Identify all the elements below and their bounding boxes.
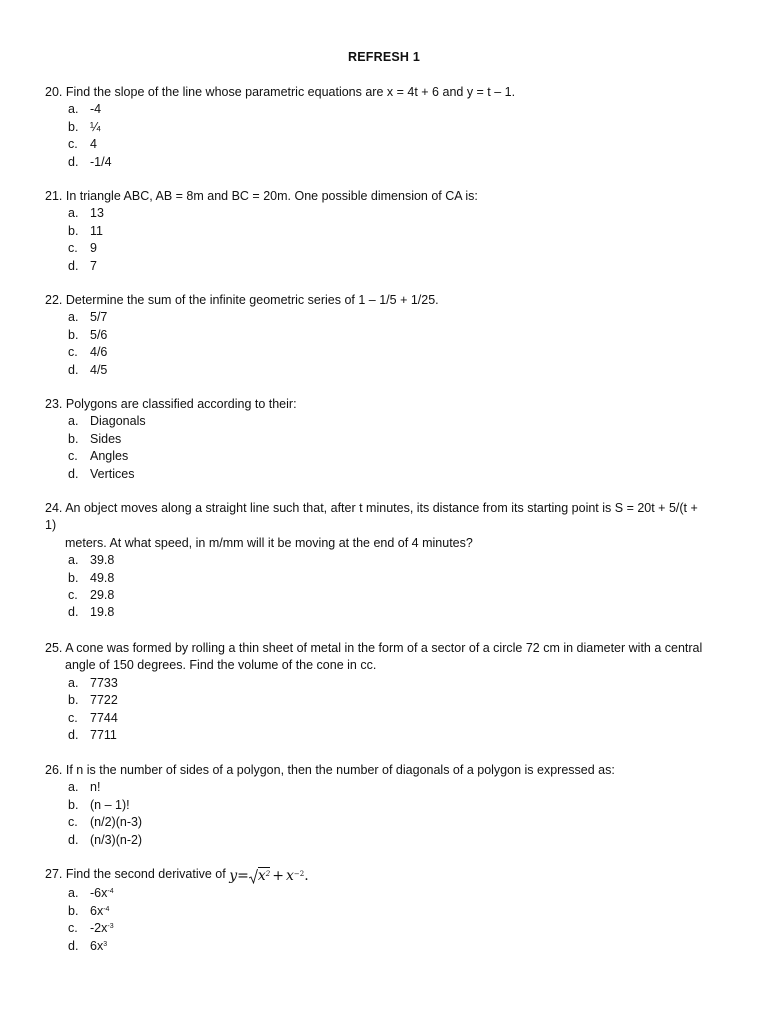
option-d: d. 4/5 bbox=[68, 362, 108, 377]
question-line: Find the slope of the line whose parametric equations are x = 4t + 6 and y = t – 1. bbox=[65, 85, 516, 99]
option-c: c. 29.8 bbox=[68, 588, 115, 602]
question-21 bbox=[45, 188, 735, 275]
formula bbox=[229, 868, 308, 885]
question-text bbox=[45, 640, 735, 657]
question-25 bbox=[45, 640, 735, 744]
option-d: d. -1/4 bbox=[68, 154, 112, 169]
option-b: b. ¼ bbox=[68, 119, 101, 134]
question-number: 23. bbox=[45, 397, 63, 411]
question-line-continued: meters. At what speed, in m/mm will it be moving at the end of 4 minutes? bbox=[65, 535, 473, 550]
option-a: a. 5/7 bbox=[68, 310, 108, 325]
exponent: 3 bbox=[103, 940, 108, 948]
option-c: c. (n/2)(n-3) bbox=[68, 815, 143, 830]
formula-plus: + bbox=[272, 868, 284, 884]
option-b: b. 49.8 bbox=[68, 570, 115, 585]
question-line-wrap: 1) bbox=[45, 518, 57, 533]
option-c: c. 4 bbox=[68, 137, 97, 152]
question-line: A cone was formed by rolling a thin sheet of metal in the form of a sector of a circle 72 cm in diameter with a central bbox=[65, 641, 703, 655]
option-b: b. 11 bbox=[68, 223, 103, 238]
question-text bbox=[45, 500, 735, 517]
term-exponent: −2 bbox=[293, 870, 305, 878]
question-number: 24. bbox=[45, 501, 63, 515]
option-c: c. 9 bbox=[68, 241, 97, 256]
formula-lhs: y bbox=[229, 868, 238, 884]
question-text bbox=[45, 292, 735, 309]
question-line: In triangle ABC, AB = 8m and BC = 20m. One possible dimension of CA is: bbox=[65, 189, 478, 203]
question-text bbox=[45, 188, 735, 205]
exponent: -4 bbox=[107, 888, 114, 896]
question-20 bbox=[45, 84, 735, 171]
option-a: a. Diagonals bbox=[68, 414, 146, 429]
question-text bbox=[45, 866, 735, 885]
option-a: a. 7733 bbox=[68, 675, 118, 690]
option-a: a. $-6x^{-4}$ bbox=[68, 886, 114, 901]
question-line: Polygons are classified according to their: bbox=[65, 397, 297, 411]
option-list bbox=[45, 309, 735, 379]
question-line: An object moves along a straight line such that, after t minutes, its distance from its starting point is S = 20t + 5/(t + bbox=[65, 501, 698, 515]
question-24 bbox=[45, 500, 735, 622]
term-base: x bbox=[285, 868, 294, 884]
radical-sign-icon bbox=[249, 868, 258, 884]
exponent: -4 bbox=[103, 905, 110, 913]
option-d: d. 7711 bbox=[68, 727, 117, 742]
option-c: c. 4/6 bbox=[68, 345, 108, 360]
question-line: If n is the number of sides of a polygon, then the number of diagonals of a polygon is expressed as: bbox=[65, 763, 615, 777]
option-list bbox=[45, 413, 735, 483]
option-list bbox=[45, 779, 735, 849]
option-a: a. 13 bbox=[68, 206, 104, 221]
option-c: c. $-2x^{-3}$ bbox=[68, 921, 114, 936]
radicand-exponent: 2 bbox=[265, 870, 271, 878]
question-23 bbox=[45, 396, 735, 483]
option-b: b. $6x^{-4}$ bbox=[68, 903, 110, 918]
option-a: a. -4 bbox=[68, 102, 102, 117]
option-d: d. 7 bbox=[68, 258, 97, 273]
question-text bbox=[45, 396, 735, 413]
question-number: 21. bbox=[45, 189, 63, 203]
option-list bbox=[45, 205, 735, 275]
question-number: 22. bbox=[45, 293, 63, 307]
formula-end: . bbox=[304, 868, 309, 884]
option-list bbox=[45, 552, 735, 622]
option-c: c. 7744 bbox=[68, 710, 118, 725]
option-b: b. Sides bbox=[68, 431, 122, 446]
option-list bbox=[45, 885, 735, 955]
formula-equals: = bbox=[237, 868, 249, 884]
question-number: 26. bbox=[45, 763, 63, 777]
question-number: 25. bbox=[45, 641, 63, 655]
question-27 bbox=[45, 866, 735, 955]
option-list bbox=[45, 675, 735, 745]
formula-radicand bbox=[258, 867, 270, 884]
question-26 bbox=[45, 762, 735, 849]
option-b: b. 5/6 bbox=[68, 327, 108, 342]
option-d: d. $6x^3$ bbox=[68, 938, 108, 953]
option-d: d. (n/3)(n-2) bbox=[68, 832, 143, 847]
question-line: Find the second derivative of bbox=[65, 867, 226, 881]
option-d: d. 19.8 bbox=[68, 605, 115, 620]
question-number: 27. bbox=[45, 867, 63, 881]
radicand-base: x bbox=[257, 868, 266, 884]
option-a: a. 39.8 bbox=[68, 553, 115, 568]
option-list bbox=[45, 101, 735, 171]
option-d: d. Vertices bbox=[68, 466, 135, 481]
question-text bbox=[45, 762, 735, 779]
exponent: -3 bbox=[107, 923, 114, 931]
option-b: b. 7722 bbox=[68, 693, 118, 708]
option-b: b. (n – 1)! bbox=[68, 797, 130, 812]
option-c: c. Angles bbox=[68, 449, 129, 464]
page-title: REFRESH 1 bbox=[348, 50, 420, 64]
question-text bbox=[45, 84, 735, 101]
question-22 bbox=[45, 292, 735, 379]
question-line: Determine the sum of the infinite geometric series of 1 – 1/5 + 1/25. bbox=[65, 293, 439, 307]
question-line-continued: angle of 150 degrees. Find the volume of the cone in cc. bbox=[65, 658, 377, 673]
question-number: 20. bbox=[45, 85, 63, 99]
option-a: a. n! bbox=[68, 780, 101, 795]
